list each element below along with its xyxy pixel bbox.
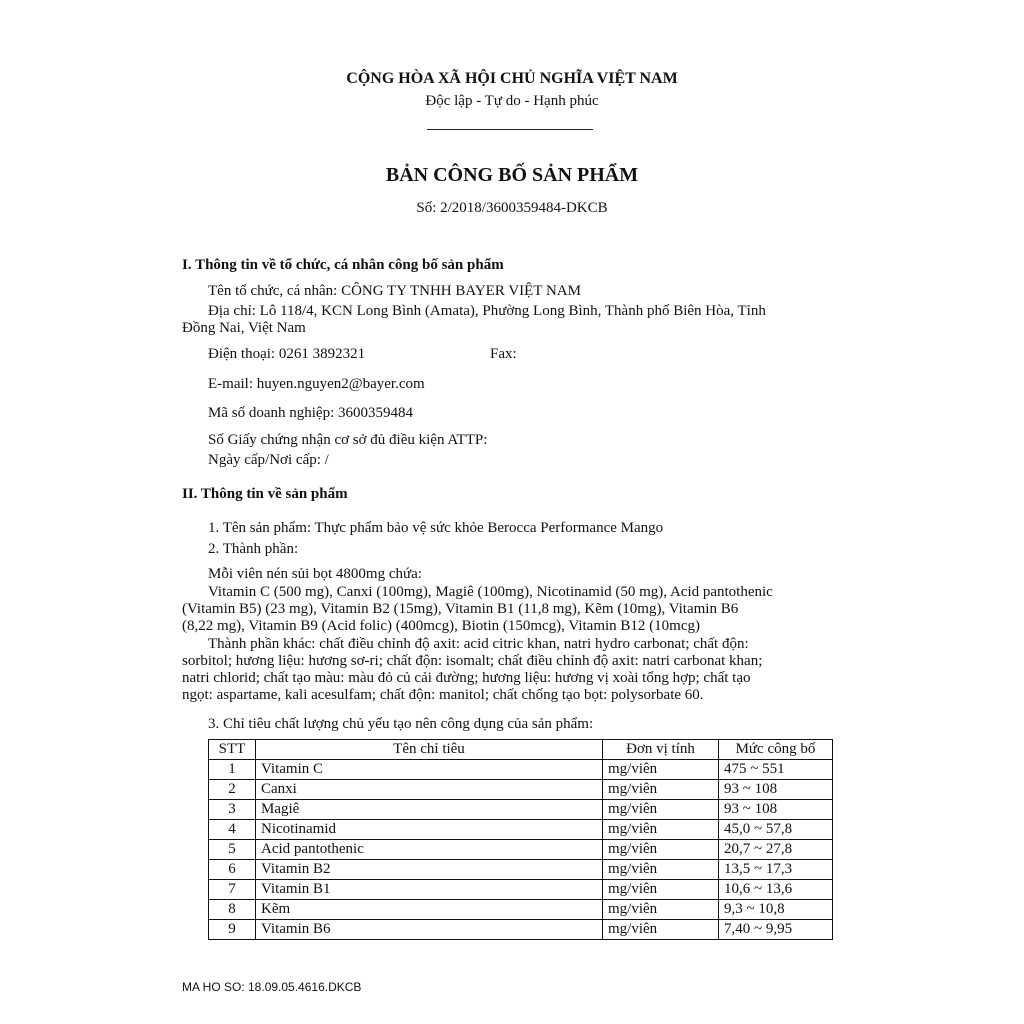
food-safety-cert: Số Giấy chứng nhận cơ sở đủ điều kiện ATTP:: [208, 432, 488, 448]
cell-unit: mg/viên: [603, 820, 719, 840]
cell-indicator: Vitamin B6: [256, 920, 603, 940]
table-row: [209, 880, 833, 900]
other-ingredients-line: natri chlorid; chất tạo màu: màu đỏ củ cải đường; hương liệu: hương vị xoài tổng hợp; chất tạo: [182, 670, 751, 686]
address-line-2: Đồng Nai, Việt Nam: [182, 320, 306, 336]
cell-stt: 6: [209, 860, 256, 880]
cell-level: 93 ~ 108: [719, 780, 833, 800]
other-ingredients-line: sorbitol; hương liệu: hương sơ-ri; chất độn: isomalt; chất điều chỉnh độ axit: natri carbonat khan;: [182, 653, 763, 669]
cell-unit: mg/viên: [603, 880, 719, 900]
cell-unit: mg/viên: [603, 780, 719, 800]
header-stt: STT: [209, 740, 256, 760]
motto: Độc lập - Tự do - Hạnh phúc: [425, 93, 599, 109]
header-unit: Đơn vị tính: [603, 740, 719, 760]
header-indicator: Tên chỉ tiêu: [256, 740, 603, 760]
cell-stt: 2: [209, 780, 256, 800]
document-number: Số: 2/2018/3600359484-DKCB: [416, 200, 608, 216]
quality-heading: 3. Chỉ tiêu chất lượng chủ yếu tạo nên công dụng của sản phẩm:: [208, 716, 594, 732]
email: E-mail: huyen.nguyen2@bayer.com: [208, 376, 425, 392]
document-title: BẢN CÔNG BỐ SẢN PHẨM: [385, 164, 639, 186]
org-name: Tên tổ chức, cá nhân: CÔNG TY TNHH BAYER VIỆT NAM: [208, 283, 581, 299]
cell-indicator: Kẽm: [256, 900, 603, 920]
quality-table: [208, 739, 833, 940]
cell-stt: 8: [209, 900, 256, 920]
cell-stt: 7: [209, 880, 256, 900]
per-tablet: Mỗi viên nén sủi bọt 4800mg chứa:: [208, 566, 422, 582]
cell-stt: 5: [209, 840, 256, 860]
cell-indicator: Magiê: [256, 800, 603, 820]
phone: Điện thoại: 0261 3892321: [208, 346, 366, 362]
business-code: Mã số doanh nghiệp: 3600359484: [208, 405, 413, 421]
cell-level: 13,5 ~ 17,3: [719, 860, 833, 880]
product-name: 1. Tên sản phẩm: Thực phẩm bảo vệ sức khỏe Berocca Performance Mango: [208, 520, 664, 536]
cell-level: 45,0 ~ 57,8: [719, 820, 833, 840]
cell-stt: 3: [209, 800, 256, 820]
fax: Fax:: [490, 346, 517, 362]
cell-indicator: Nicotinamid: [256, 820, 603, 840]
cell-stt: 4: [209, 820, 256, 840]
header-level: Mức công bố: [719, 740, 833, 760]
cell-stt: 1: [209, 760, 256, 780]
cell-stt: 9: [209, 920, 256, 940]
cell-level: 10,6 ~ 13,6: [719, 880, 833, 900]
cell-level: 20,7 ~ 27,8: [719, 840, 833, 860]
vitamins-line: (8,22 mg), Vitamin B9 (Acid folic) (400mcg), Biotin (150mcg), Vitamin B12 (10mcg): [182, 618, 700, 634]
header-divider: [427, 129, 593, 130]
issue-date-place: Ngày cấp/Nơi cấp: /: [208, 452, 329, 468]
cell-unit: mg/viên: [603, 840, 719, 860]
table-header-row: [209, 740, 833, 760]
cell-indicator: Vitamin C: [256, 760, 603, 780]
table-row: [209, 900, 833, 920]
other-ingredients-line: Thành phần khác: chất điều chỉnh độ axit: acid citric khan, natri hydro carbonat; chất độn:: [208, 636, 749, 652]
table-row: [209, 760, 833, 780]
cell-unit: mg/viên: [603, 760, 719, 780]
table-row: [209, 800, 833, 820]
cell-indicator: Acid pantothenic: [256, 840, 603, 860]
table-row: [209, 860, 833, 880]
cell-unit: mg/viên: [603, 800, 719, 820]
cell-unit: mg/viên: [603, 920, 719, 940]
ingredients-heading: 2. Thành phần:: [208, 541, 299, 557]
section-1-heading: I. Thông tin về tổ chức, cá nhân công bố sản phẩm: [182, 257, 504, 273]
address-line-1: Địa chỉ: Lô 118/4, KCN Long Bình (Amata), Phường Long Bình, Thành phố Biên Hòa, Tỉnh: [208, 303, 766, 319]
vitamins-line: (Vitamin B5) (23 mg), Vitamin B2 (15mg), Vitamin B1 (11,8 mg), Kẽm (10mg), Vitamin B6: [182, 601, 739, 617]
record-code: MA HO SO: 18.09.05.4616.DKCB: [182, 980, 362, 994]
table-row: [209, 780, 833, 800]
other-ingredients-line: ngọt: aspartame, kali acesulfam; chất độn: manitol; chất chống tạo bọt: polysorbate 60.: [182, 687, 704, 703]
table-row: [209, 820, 833, 840]
cell-level: 475 ~ 551: [719, 760, 833, 780]
table-row: [209, 920, 833, 940]
vitamins-line: Vitamin C (500 mg), Canxi (100mg), Magiê (100mg), Nicotinamid (50 mg), Acid pantothenic: [208, 584, 773, 600]
cell-unit: mg/viên: [603, 900, 719, 920]
cell-level: 7,40 ~ 9,95: [719, 920, 833, 940]
cell-indicator: Vitamin B1: [256, 880, 603, 900]
table-row: [209, 840, 833, 860]
cell-indicator: Vitamin B2: [256, 860, 603, 880]
section-2-heading: II. Thông tin về sản phẩm: [182, 486, 348, 502]
cell-indicator: Canxi: [256, 780, 603, 800]
cell-level: 9,3 ~ 10,8: [719, 900, 833, 920]
cell-level: 93 ~ 108: [719, 800, 833, 820]
nation-heading: CỘNG HÒA XÃ HỘI CHỦ NGHĨA VIỆT NAM: [346, 70, 678, 87]
cell-unit: mg/viên: [603, 860, 719, 880]
